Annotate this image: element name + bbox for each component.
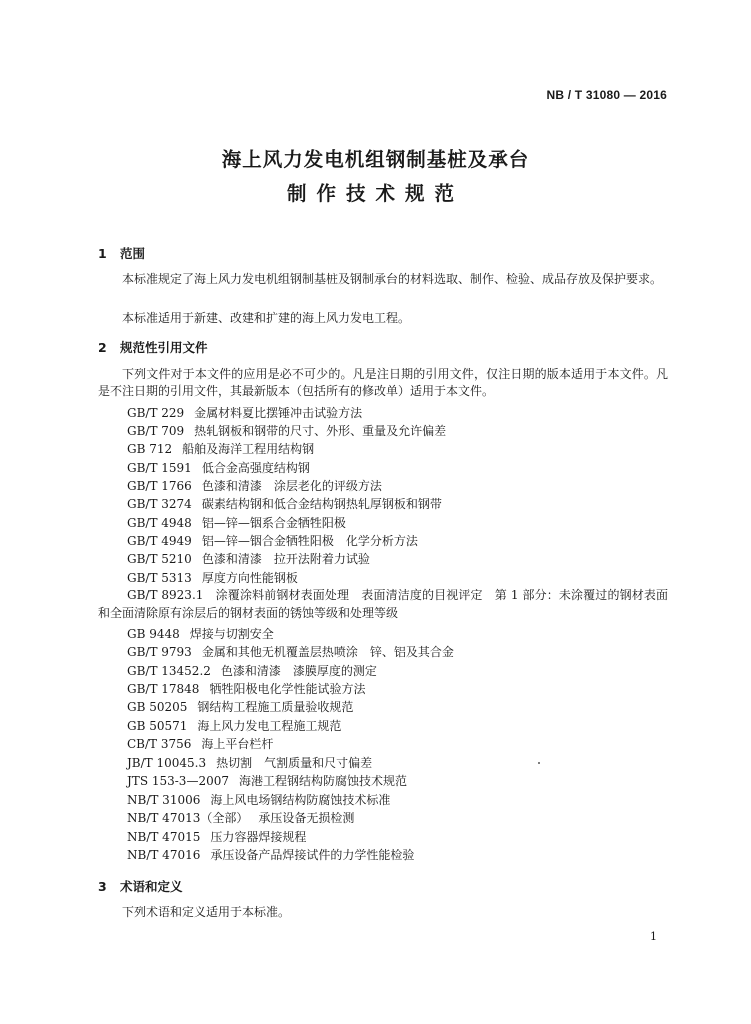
reference-item: GB/T 3274 碳素结构钢和低合金结构钢热轧厚钢板和钢带 — [127, 497, 442, 511]
scan-speck — [538, 762, 540, 764]
reference-item: CB/T 3756 海上平台栏杆 — [127, 737, 274, 751]
section-1-heading — [98, 244, 145, 262]
reference-item: GB/T 17848 牺牲阳极电化学性能试验方法 — [127, 682, 366, 696]
reference-item: GB/T 229 金属材料夏比摆锤冲击试验方法 — [127, 406, 363, 420]
section-2-paragraph-1: 下列文件对于本文件的应用是必不可少的。凡是注日期的引用文件，仅注日期的版本适用于本文件。凡是不注日期的引用文件，其最新版本（包括所有的修改单）适用于本文件。 — [98, 367, 668, 398]
reference-item: NB/T 47016 承压设备产品焊接试件的力学性能检验 — [127, 848, 415, 862]
document-title-line2: 制作技术规范 — [286, 182, 464, 205]
section-title: 范围 — [120, 246, 146, 261]
page-number: 1 — [650, 930, 657, 943]
reference-item-long: GB/T 8923.1 涂覆涂料前钢材表面处理 表面清洁度的目视评定 第 1 部分：未涂覆过的钢材表面和全面清除原有涂层后的钢材表面的锈蚀等级和处理等级 — [98, 588, 668, 620]
section-1-paragraph-1: 本标准规定了海上风力发电机组钢制基桩及钢制承台的材料选取、制作、检验、成品存放及保护要求。 — [122, 272, 663, 286]
reference-item: JB/T 10045.3 热切割 气割质量和尺寸偏差 — [127, 756, 373, 770]
document-title-line1: 海上风力发电机组钢制基桩及承台 — [221, 148, 530, 171]
section-3-paragraph-1: 下列术语和定义适用于本标准。 — [122, 905, 291, 919]
reference-item: GB/T 5313 厚度方向性能钢板 — [127, 571, 298, 585]
reference-item: GB/T 4949 铝—锌—铟合金牺牲阳极 化学分析方法 — [127, 534, 418, 548]
reference-item: NB/T 47013（全部） 承压设备无损检测 — [127, 811, 355, 825]
section-2-heading — [98, 338, 208, 356]
section-number: 3 — [98, 879, 107, 894]
reference-item: GB 50205 钢结构工程施工质量验收规范 — [127, 700, 354, 714]
reference-item: NB/T 47015 压力容器焊接规程 — [127, 830, 307, 844]
reference-item: GB/T 9793 金属和其他无机覆盖层热喷涂 锌、铝及其合金 — [127, 645, 454, 659]
section-1-paragraph-2: 本标准适用于新建、改建和扩建的海上风力发电工程。 — [122, 311, 411, 325]
section-number: 2 — [98, 340, 107, 355]
section-3-heading — [98, 877, 183, 895]
reference-item: GB/T 4948 铝—锌—铟系合金牺牲阳极 — [127, 516, 346, 530]
reference-item: GB/T 709 热轧钢板和钢带的尺寸、外形、重量及允许偏差 — [127, 424, 447, 438]
reference-item: JTS 153-3—2007 海港工程钢结构防腐蚀技术规范 — [127, 774, 407, 788]
reference-item: NB/T 31006 海上风电场钢结构防腐蚀技术标准 — [127, 793, 391, 807]
standard-code: NB / T 31080 — 2016 — [546, 88, 667, 102]
reference-item: GB/T 5210 色漆和清漆 拉开法附着力试验 — [127, 552, 370, 566]
section-title: 规范性引用文件 — [120, 340, 208, 355]
reference-item: GB 712 船舶及海洋工程用结构钢 — [127, 442, 315, 456]
reference-item: GB/T 13452.2 色漆和清漆 漆膜厚度的测定 — [127, 664, 377, 678]
reference-item: GB 50571 海上风力发电工程施工规范 — [127, 719, 342, 733]
reference-item: GB/T 1591 低合金高强度结构钢 — [127, 461, 310, 475]
section-number: 1 — [98, 246, 107, 261]
reference-item: GB/T 1766 色漆和清漆 涂层老化的评级方法 — [127, 479, 382, 493]
section-title: 术语和定义 — [120, 879, 183, 894]
reference-item: GB 9448 焊接与切割安全 — [127, 627, 274, 641]
